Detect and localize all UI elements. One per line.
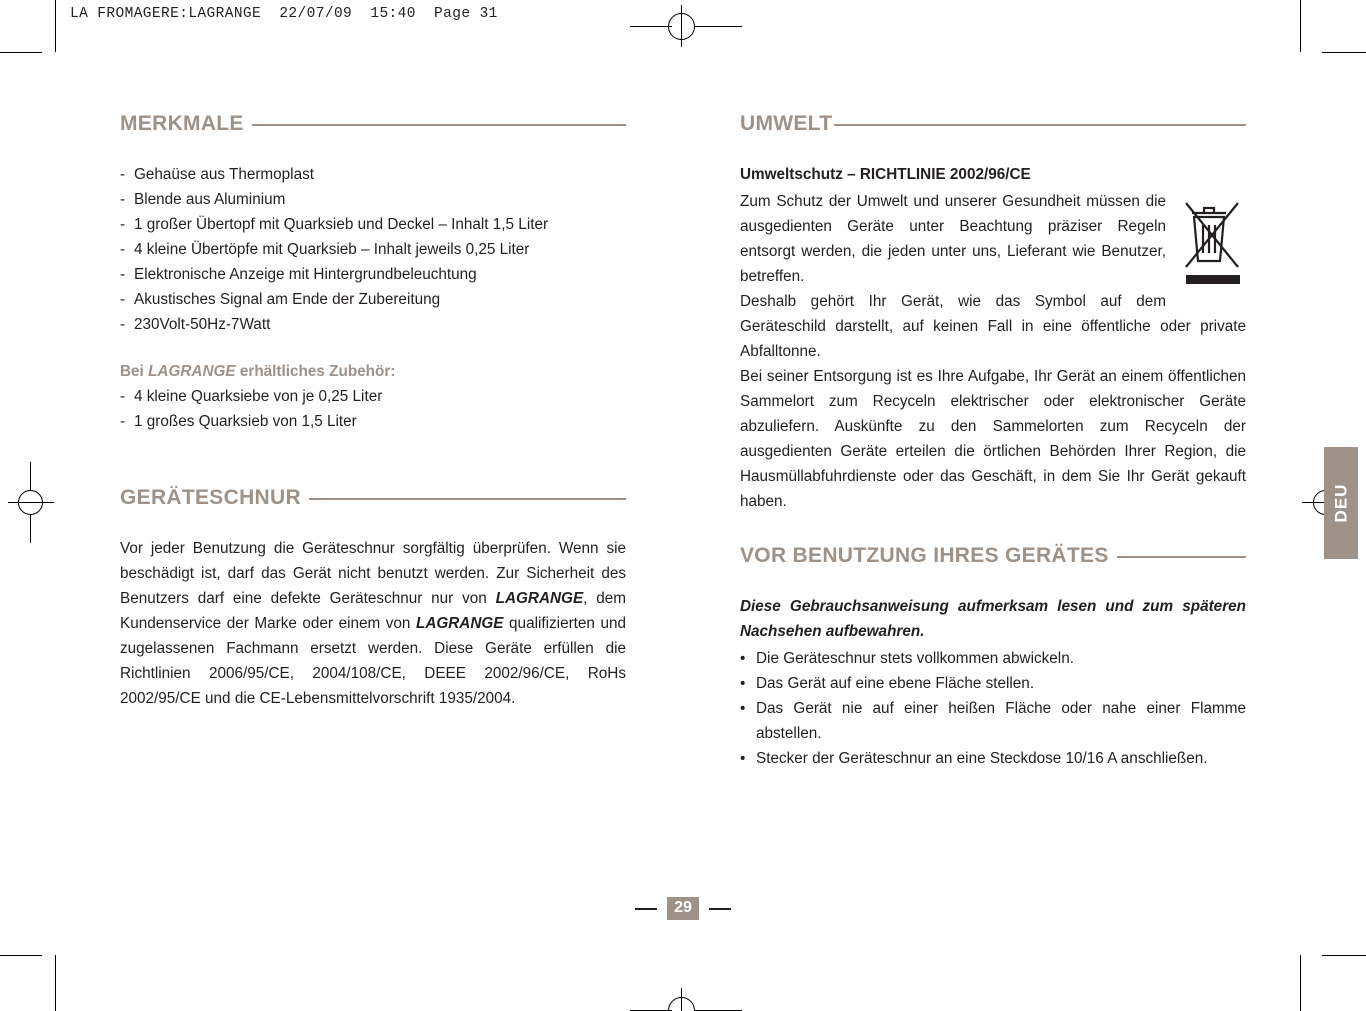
list-item: - 1 großer Übertopf mit Quarksieb und Deckel – Inhalt 1,5 Liter (120, 212, 626, 237)
section-heading-umwelt-label: UMWELT (740, 112, 833, 135)
section-heading-merkmale-label: MERKMALE (120, 112, 244, 135)
vor-benutzung-lead: Diese Gebrauchsanweisung aufmerksam lesen und zum späteren Nachsehen aufbewahren. (740, 598, 1246, 640)
registration-mark-left (18, 490, 43, 515)
registration-left-line-vert-bottom (30, 515, 31, 543)
crossed-out-wheelie-bin-icon (1180, 195, 1246, 291)
paragraph-part-2: , dem Kundenservice der Marke oder einem von (120, 590, 626, 632)
crop-mark-top-left-h (0, 52, 42, 53)
crop-mark-top-right-v (1300, 0, 1301, 52)
section-heading-geraeteschnur-label: GERÄTESCHNUR (120, 486, 301, 509)
heading-rule (309, 498, 626, 500)
spacer (120, 434, 626, 486)
brand-name: LAGRANGE (148, 363, 236, 380)
page-number: 29 (667, 897, 699, 920)
left-column (120, 112, 626, 711)
registration-mark-top (668, 13, 695, 40)
section-heading-vor-benutzung (740, 544, 1246, 568)
language-side-tab-label: DEU (1331, 483, 1350, 523)
crop-mark-bottom-left-v (55, 955, 56, 1011)
crop-mark-top-right-h (1322, 52, 1366, 53)
umwelt-paragraph-1: Zum Schutz der Umwelt und unserer Gesundheit müssen die ausgedienten Geräte unter Beachtung präziser Regeln entsorgt werden, die jeden unter uns, Lieferant wie Benutzer, betreffen. (740, 193, 1166, 285)
registration-left-line-vert-top (30, 462, 31, 490)
registration-mark-bottom (668, 997, 695, 1011)
right-column (740, 112, 1246, 771)
brand-name: LAGRANGE (415, 615, 504, 632)
section-heading-geraeteschnur (120, 486, 626, 510)
list-item: - Blende aus Aluminium (120, 187, 626, 212)
heading-rule (834, 124, 1246, 126)
accessories-subheading-pre: Bei (120, 363, 149, 380)
list-item: • Die Geräteschnur stets vollkommen abwickeln. (740, 646, 1246, 671)
accessories-subheading (120, 359, 626, 384)
umwelt-paragraph-2: Deshalb gehört Ihr Gerät, wie das Symbol auf dem Geräteschild darstellt, auf keinen Fall in eine öffentliche oder private Abfalltonne. (740, 293, 1246, 360)
footer-rule-right (709, 908, 731, 910)
crop-mark-top-left-v (55, 0, 56, 52)
heading-rule (252, 124, 626, 126)
list-item: - 4 kleine Übertöpfe mit Quarksieb – Inhalt jeweils 0,25 Liter (120, 237, 626, 262)
list-item: • Das Gerät auf eine ebene Fläche stellen. (740, 671, 1246, 696)
list-item: • Stecker der Geräteschnur an eine Steckdose 10/16 A anschließen. (740, 746, 1246, 771)
section-heading-merkmale (120, 112, 626, 136)
list-item: - Elektronische Anzeige mit Hintergrundbeleuchtung (120, 262, 626, 287)
features-list (120, 162, 626, 337)
paragraph-part-1: Vor jeder Benutzung die Geräteschnur sorgfältig überprüfen. Wenn sie beschädigt ist, darf das Gerät nicht benutzt werden. Zur Sicherheit des Benutzers darf eine defekte Geräteschnur nur von (120, 540, 626, 607)
print-slug-line: LA FROMAGERE:LAGRANGE 22/07/09 15:40 Page 31 (70, 6, 498, 22)
umweltschutz-subheading: Umweltschutz – RICHTLINIE 2002/96/CE (740, 166, 1031, 183)
section-heading-umwelt (740, 112, 1246, 136)
registration-top-line-left (630, 26, 672, 27)
language-side-tab (1324, 447, 1358, 559)
umwelt-paragraph-3: Bei seiner Entsorgung ist es Ihre Aufgabe, Ihr Gerät an einem öffentlichen Sammelort zum Recyceln elektrischer oder elektronischer Geräte abzuliefern. Auskünfte zu den Sammelorten zum Recyceln der ausgedienten Geräte erteilen die örtlichen Behörden Ihrer Region, die Hausmüllabfuhrdienste oder das Geschäft, in dem Sie Ihr Gerät gekauft haben. (740, 368, 1246, 510)
footer-rule-left (635, 908, 657, 910)
page-footer (0, 897, 1366, 920)
list-item: • Das Gerät nie auf einer heißen Fläche oder nahe einer Flamme abstellen. (740, 696, 1246, 746)
crop-mark-bottom-left-h (0, 955, 42, 956)
accessories-subheading-post: erhältliches Zubehör: (235, 363, 396, 380)
spacer (740, 514, 1246, 544)
registration-top-line-right (694, 26, 742, 27)
paragraph-part-3: qualifizierten und zugelassenen Fachmann ersetzt werden. Diese Geräte erfüllen die Richtlinien 2006/95/CE, 2004/108/CE, DEEE 2002/96/CE, RoHs 2002/95/CE und die CE-Lebensmittelvorschrift 1935/2004. (120, 615, 626, 707)
brand-name: LAGRANGE (495, 590, 584, 607)
crop-mark-bottom-right-h (1322, 955, 1366, 956)
geraeteschnur-paragraph (120, 536, 626, 711)
list-item: - 1 großes Quarksieb von 1,5 Liter (120, 409, 626, 434)
list-item: - Akustisches Signal am Ende der Zubereitung (120, 287, 626, 312)
heading-rule (1117, 556, 1246, 558)
section-heading-vor-benutzung-label: VOR BENUTZUNG IHRES GERÄTES (740, 544, 1109, 567)
list-item: - 4 kleine Quarksiebe von je 0,25 Liter (120, 384, 626, 409)
crop-mark-bottom-right-v (1300, 955, 1301, 1011)
list-item: - Gehaüse aus Thermoplast (120, 162, 626, 187)
accessories-list (120, 384, 626, 434)
vor-benutzung-list (740, 646, 1246, 771)
list-item: - 230Volt-50Hz-7Watt (120, 312, 626, 337)
